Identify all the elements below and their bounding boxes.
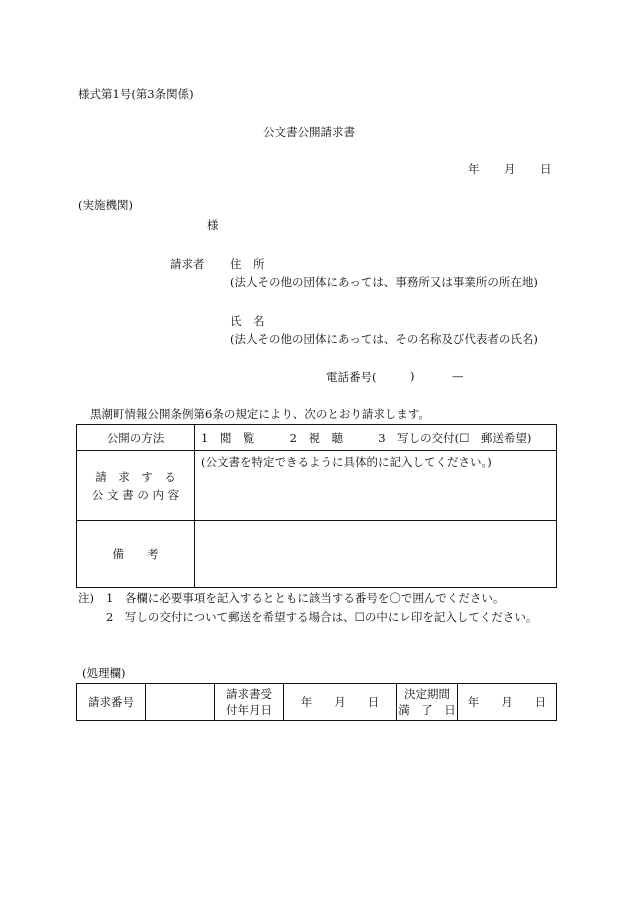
processing-label: (処理欄)	[82, 666, 126, 680]
received-day: 日	[367, 695, 380, 709]
content-label	[77, 451, 195, 521]
date-year: 年	[468, 162, 480, 176]
content-label-line1: 請 求 す る	[95, 469, 176, 484]
agency-label: (実施機関)	[78, 198, 133, 212]
received-date-line2: 付年月日	[226, 703, 272, 717]
form-title: 公文書公開請求書	[263, 125, 355, 139]
request-number-label: 請求番号	[77, 684, 146, 721]
received-date-field[interactable]	[284, 684, 397, 721]
received-date-line1: 請求書受	[226, 687, 272, 701]
remarks-label: 備 考	[77, 521, 195, 588]
sama-label: 様	[207, 218, 219, 232]
decision-month: 月	[501, 695, 513, 709]
decision-year: 年	[467, 695, 480, 709]
method-option-view[interactable]: 1 閲 覧	[201, 430, 255, 445]
address-note: (法人その他の団体にあっては、事務所又は事業所の所在地)	[230, 275, 538, 289]
date-month: 月	[504, 162, 516, 176]
remarks-field[interactable]	[195, 521, 557, 588]
method-option-copy[interactable]: 3 写しの交付(☐ 郵送希望)	[378, 430, 532, 445]
request-number-field[interactable]	[146, 684, 215, 721]
method-label: 公開の方法	[77, 425, 195, 451]
statement: 黒潮町情報公開条例第6条の規定により、次のとおり請求します。	[90, 407, 430, 421]
request-table	[76, 424, 557, 588]
received-date-label	[215, 684, 284, 721]
content-hint: (公文書を特定できるように具体的に記入してください。)	[201, 455, 492, 469]
notes-prefix: 注)	[78, 591, 94, 605]
method-options	[195, 425, 557, 451]
received-month: 月	[334, 695, 346, 709]
decision-date-field[interactable]	[458, 684, 557, 721]
decision-line2: 満 了 日	[398, 703, 456, 717]
address-label: 住 所	[230, 257, 265, 271]
received-year: 年	[300, 695, 313, 709]
date-day: 日	[540, 162, 552, 176]
phone-close: )	[410, 369, 415, 383]
decision-line1: 決定期間	[404, 687, 450, 701]
note-item-2: 2 写しの交付について郵送を希望する場合は、☐の中にレ印を記入してください。	[106, 610, 538, 624]
content-label-line2: 公 文 書 の 内 容	[91, 487, 180, 502]
phone-label: 電話番号(	[326, 370, 377, 384]
phone-dash: —	[452, 369, 464, 383]
method-option-listen[interactable]: 2 視 聴	[289, 430, 343, 445]
processing-table	[76, 683, 557, 721]
requester-label: 請求者	[170, 257, 205, 271]
decision-label	[397, 684, 458, 721]
name-label: 氏 名	[230, 314, 265, 328]
decision-day: 日	[534, 695, 547, 709]
name-note: (法人その他の団体にあっては、その名称及び代表者の氏名)	[230, 332, 538, 346]
form-number: 様式第1号(第3条関係)	[78, 87, 194, 101]
note-item-1: 1 各欄に必要事項を記入するとともに該当する番号を〇で囲んでください。	[106, 591, 505, 605]
content-field[interactable]	[195, 451, 557, 521]
